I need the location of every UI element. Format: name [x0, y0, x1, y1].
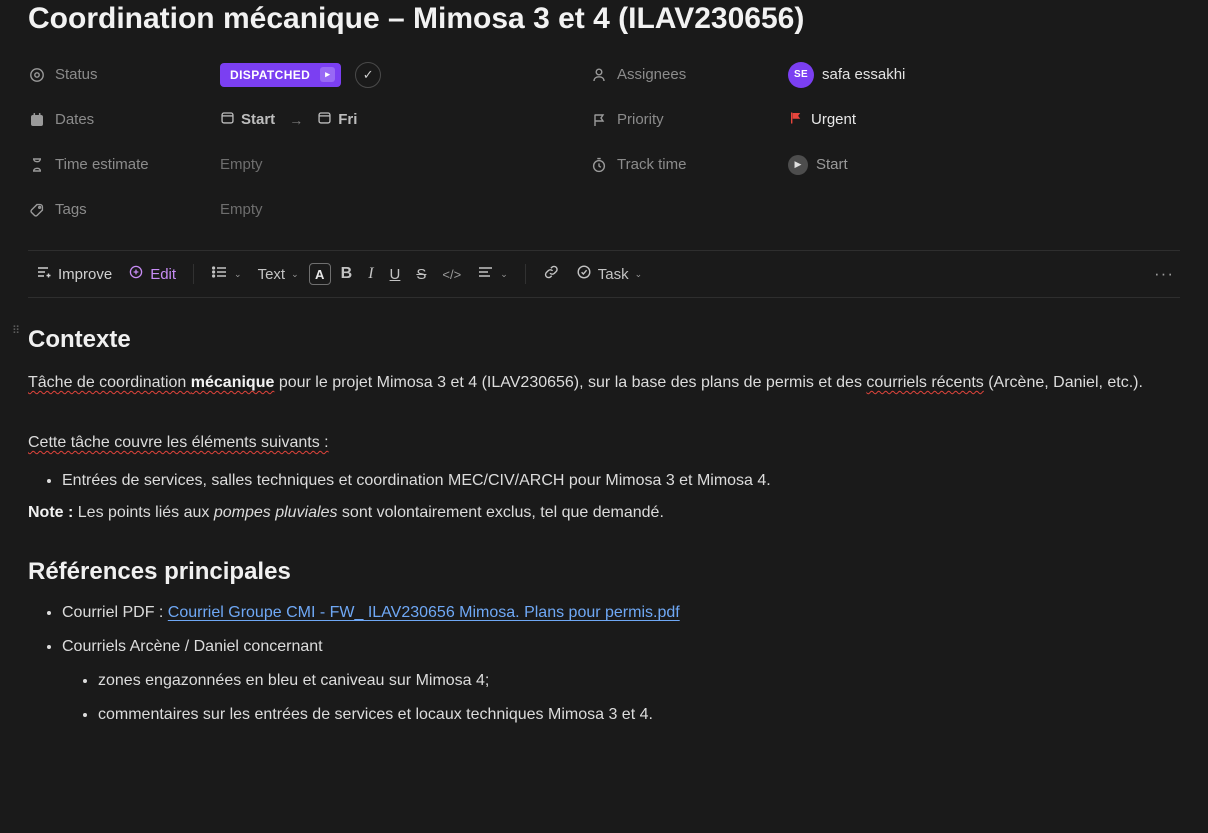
chevron-down-icon[interactable]: ⌄	[234, 268, 242, 279]
paragraph-contexte	[28, 368, 1180, 398]
track-time-value: Start	[816, 156, 848, 173]
text-style-label: Text	[257, 265, 286, 283]
assignee-name: safa essakhi	[822, 66, 906, 83]
para1-spellcheck: courriels récents	[866, 374, 984, 391]
note-italic: pompes pluviales	[213, 504, 338, 521]
toolbar-divider	[525, 264, 526, 284]
calendar-start-icon	[220, 110, 235, 129]
assignees-value-cell[interactable]	[788, 52, 1180, 97]
list-icon	[211, 264, 228, 284]
editor-toolbar	[28, 250, 1180, 298]
task-description	[0, 298, 1208, 732]
due-date-chip[interactable]	[317, 110, 357, 129]
priority-value: Urgent	[811, 111, 857, 128]
list-elements	[28, 464, 1180, 498]
para1-part3: (Arcène, Daniel, etc.).	[983, 374, 1143, 391]
note-part2: sont volontairement exclus, tel que demandé.	[337, 504, 664, 521]
sub-list-references	[62, 664, 1180, 732]
page-title: Coordination mécanique – Mimosa 3 et 4 (ILAV230656)	[28, 2, 805, 35]
align-button[interactable]	[471, 259, 514, 289]
tags-label: Tags	[55, 201, 87, 218]
person-icon	[590, 66, 607, 83]
status-label-cell	[28, 52, 220, 97]
assignees-label-cell	[590, 52, 788, 97]
list-references	[28, 596, 1180, 732]
heading-references: Références principales	[28, 558, 291, 585]
task-label: Task	[597, 265, 629, 283]
code-button[interactable]: </>	[442, 266, 462, 282]
link-icon	[543, 264, 560, 284]
link-button[interactable]	[537, 259, 566, 289]
para1-part1: Tâche de coordination	[28, 374, 191, 391]
status-badge-text: DISPATCHED	[230, 67, 311, 82]
hourglass-icon	[28, 156, 45, 173]
time-estimate-label-cell	[28, 142, 220, 187]
status-value-cell[interactable]	[220, 52, 590, 97]
due-date-text: Fri	[338, 111, 358, 128]
status-label: Status	[55, 66, 98, 83]
play-icon[interactable]: ▶	[788, 155, 808, 175]
chevron-down-icon[interactable]: ⌄	[634, 268, 643, 279]
improve-label: Improve	[58, 265, 113, 283]
chevron-down-icon[interactable]: ⌄	[291, 268, 299, 279]
target-icon	[28, 66, 45, 83]
strikethrough-button[interactable]: S	[416, 265, 427, 283]
bold-button[interactable]: B	[340, 265, 353, 282]
ref1-label: Courriel PDF :	[62, 604, 168, 621]
toolbar-divider	[193, 264, 194, 284]
tags-value: Empty	[220, 201, 263, 218]
underline-button[interactable]: U	[389, 265, 401, 283]
flag-icon	[590, 111, 607, 128]
sparkle-edit-icon	[128, 264, 144, 284]
dates-label: Dates	[55, 111, 95, 128]
task-properties	[0, 52, 1208, 232]
edit-label: Edit	[150, 265, 177, 283]
list-item	[62, 630, 1180, 732]
date-range-arrow: →	[289, 111, 304, 128]
drag-handle-icon[interactable]: ⠿	[12, 325, 22, 337]
list-item: • zones engazonnées en bleu et caniveau sur Mimosa 4;	[98, 664, 1180, 698]
ref1-link[interactable]: Courriel Groupe CMI - FW_ ILAV230656 Mimosa. Plans pour permis.pdf	[167, 604, 680, 621]
time-estimate-value: Empty	[220, 156, 263, 173]
align-left-icon	[477, 264, 494, 284]
priority-flag-icon	[788, 110, 803, 130]
avatar[interactable]: SE	[788, 62, 814, 88]
time-estimate-value-cell[interactable]	[220, 142, 590, 187]
heading-contexte: Contexte	[28, 326, 131, 353]
chevron-down-icon[interactable]: ⌄	[500, 268, 508, 279]
para2-text: Cette tâche couvre les éléments suivants :	[28, 434, 329, 451]
text-style-button[interactable]	[252, 259, 305, 289]
calendar-icon	[28, 111, 45, 128]
list-item: • commentaires sur les entrées de services et locaux techniques Mimosa 3 et 4.	[98, 698, 1180, 732]
improve-icon	[36, 264, 52, 284]
tags-value-cell[interactable]	[220, 187, 590, 232]
task-button[interactable]	[570, 259, 648, 289]
italic-button[interactable]: I	[368, 265, 374, 282]
tags-label-cell	[28, 187, 220, 232]
note-part1: Les points liés aux	[73, 504, 214, 521]
more-options-button[interactable]: ···	[1154, 264, 1174, 283]
ref2-label: Courriels Arcène / Daniel concernant	[62, 638, 323, 655]
track-time-label: Track time	[617, 156, 687, 173]
calendar-due-icon	[317, 110, 332, 129]
start-date-text: Start	[241, 111, 276, 128]
start-date-chip[interactable]	[220, 110, 275, 129]
bullet-list-button[interactable]	[205, 259, 248, 289]
paragraph-note	[28, 498, 1180, 528]
status-badge[interactable]	[220, 63, 341, 87]
edit-button[interactable]	[122, 259, 182, 289]
para1-part2: pour le projet Mimosa 3 et 4 (ILAV230656), sur la base des plans de permis et des	[274, 374, 867, 391]
stopwatch-icon	[590, 156, 607, 173]
priority-value-cell[interactable]	[788, 97, 1180, 142]
task-check-icon	[576, 264, 592, 284]
list-item	[62, 596, 1180, 630]
paragraph-couvre	[28, 428, 1180, 458]
dates-value-cell[interactable]	[220, 97, 590, 142]
track-time-label-cell	[590, 142, 788, 187]
track-time-value-cell[interactable]	[788, 142, 1180, 187]
priority-label: Priority	[617, 111, 664, 128]
assignees-label: Assignees	[617, 66, 687, 83]
improve-button[interactable]	[30, 259, 118, 289]
note-label: Note :	[28, 504, 74, 521]
tag-icon	[28, 201, 45, 218]
dates-label-cell	[28, 97, 220, 142]
complete-task-button[interactable]: ✓	[355, 62, 381, 88]
time-estimate-label: Time estimate	[55, 156, 149, 173]
priority-label-cell	[590, 97, 788, 142]
para1-bold: mécanique	[190, 374, 275, 391]
font-color-button[interactable]: A	[309, 263, 331, 285]
chevron-right-icon[interactable]: ▸	[320, 67, 335, 82]
list-item: • Entrées de services, salles techniques et coordination MEC/CIV/ARCH pour Mimosa 3 et Mimosa 4.	[62, 464, 1180, 498]
